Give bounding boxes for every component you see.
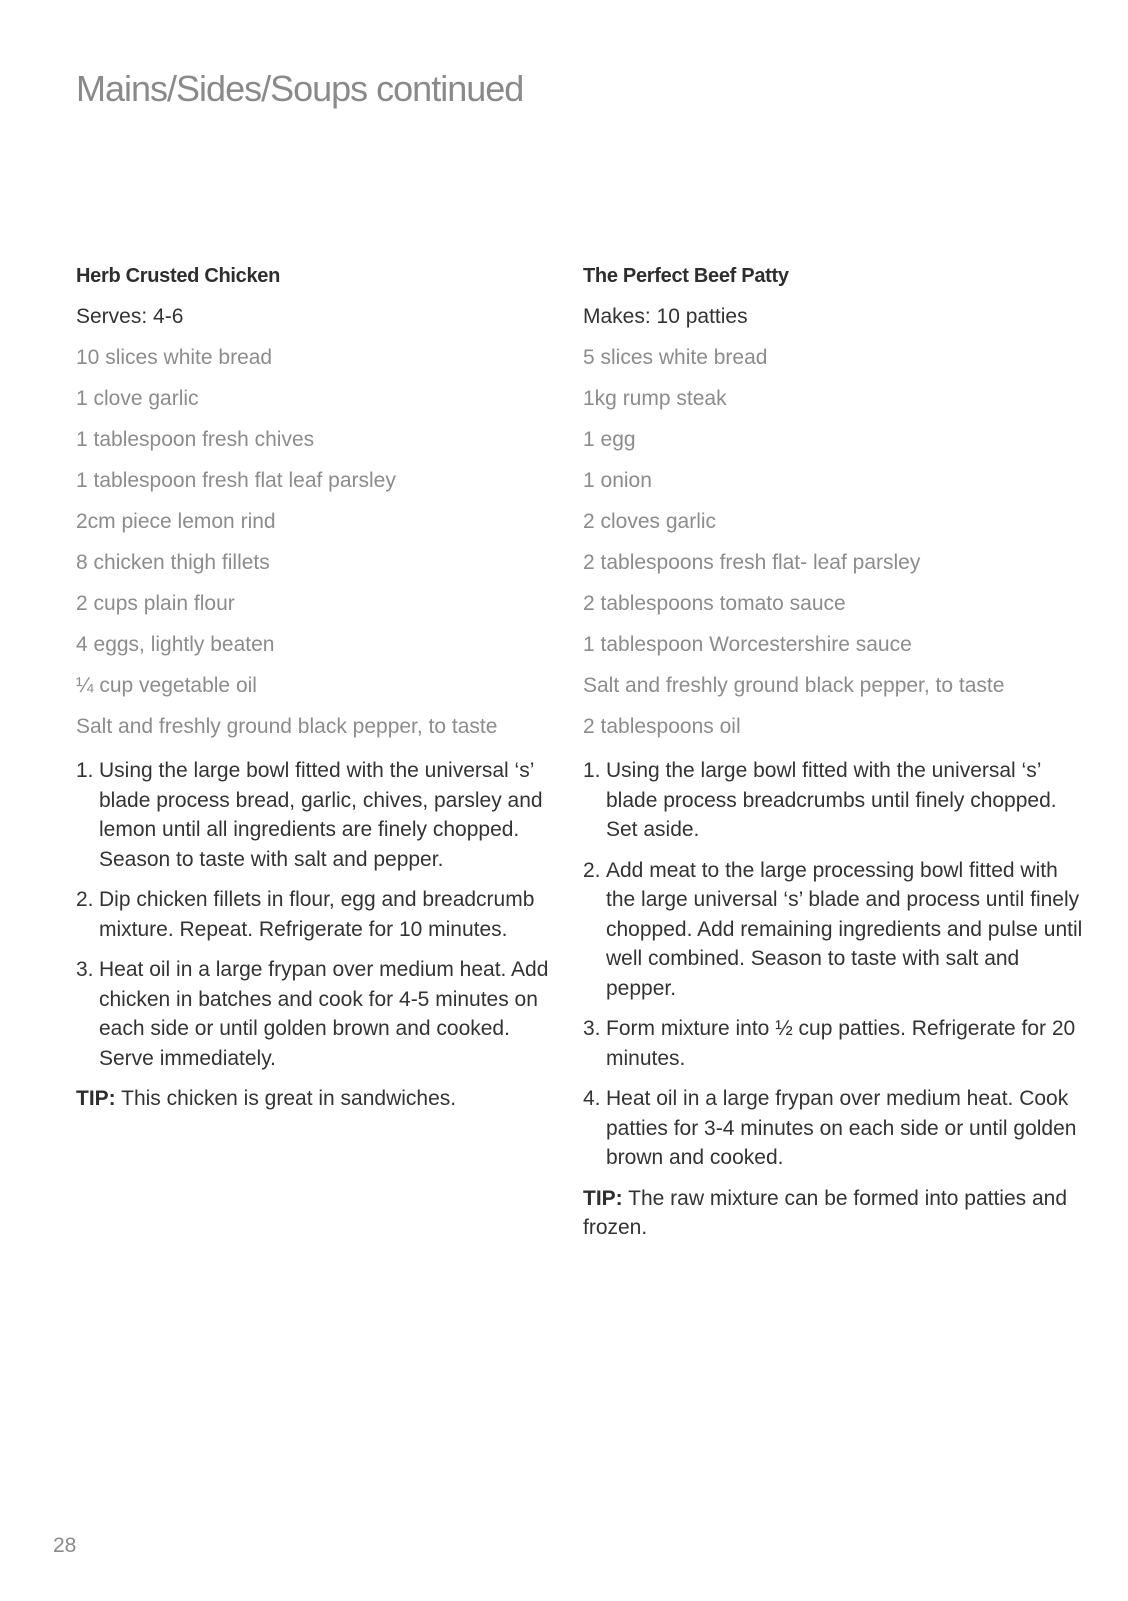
recipe-title: Herb Crusted Chicken — [76, 265, 281, 287]
ingredient-item: 2cm piece lemon rind — [76, 510, 276, 533]
step-number: 4. — [583, 1087, 601, 1110]
recipe-perfect-beef-patty — [583, 256, 1083, 1243]
recipe-yield: Serves: 4-6 — [76, 305, 184, 328]
step-text: Heat oil in a large frypan over medium heat. Add chicken in batches and cook for 4-5 minutes on each side or until golden brown and cooked. Serve immediately. — [99, 958, 549, 1070]
method-step — [583, 1014, 1083, 1073]
method-step — [583, 856, 1083, 1004]
method-step — [583, 756, 1083, 845]
recipe-yield: Makes: 10 patties — [583, 305, 748, 328]
tip-label: TIP: — [583, 1186, 623, 1210]
method-step — [583, 1084, 1083, 1173]
step-text: Add meat to the large processing bowl fitted with the large universal ‘s’ blade and process until finely chopped. Add remaining ingredients and pulse until well combined. Season to taste with salt and pepper. — [606, 858, 1083, 1000]
step-text: Dip chicken fillets in flour, egg and breadcrumb mixture. Repeat. Refrigerate for 10 minutes. — [99, 888, 535, 941]
ingredient-item: 2 tablespoons tomato sauce — [583, 592, 846, 615]
ingredient-item: 1 egg — [583, 428, 636, 451]
ingredient-item: 2 cloves garlic — [583, 510, 717, 533]
step-text: Form mixture into ½ cup patties. Refrigerate for 20 minutes. — [606, 1017, 1076, 1070]
recipe-title: The Perfect Beef Patty — [583, 265, 789, 287]
ingredient-item: Salt and freshly ground black pepper, to taste — [76, 715, 498, 738]
recipe-tip — [76, 1084, 562, 1114]
ingredient-item: 10 slices white bread — [76, 346, 273, 369]
ingredient-item: 1 clove garlic — [76, 387, 199, 410]
step-text: Using the large bowl fitted with the universal ‘s’ blade process bread, garlic, chives, parsley and lemon until all ingredients are finely chopped. Season to taste with salt and pepper. — [99, 759, 543, 871]
tip-text: The raw mixture can be formed into patties and frozen. — [583, 1186, 1068, 1239]
recipe-tip — [583, 1184, 1083, 1243]
step-text: Heat oil in a large frypan over medium heat. Cook patties for 3-4 minutes on each side or until golden brown and cooked. — [606, 1087, 1077, 1169]
ingredient-item: 8 chicken thigh fillets — [76, 551, 270, 574]
recipe-herb-crusted-chicken — [76, 256, 562, 1114]
ingredient-item: Salt and freshly ground black pepper, to taste — [583, 674, 1005, 697]
step-text: Using the large bowl fitted with the universal ‘s’ blade process breadcrumbs until finely chopped. Set aside. — [606, 759, 1057, 841]
tip-text: This chicken is great in sandwiches. — [115, 1087, 457, 1110]
step-number: 2. — [76, 888, 94, 911]
ingredient-list — [76, 337, 562, 747]
ingredient-item: 1 onion — [583, 469, 652, 492]
method-step — [76, 885, 562, 944]
step-number: 1. — [76, 759, 94, 782]
step-number: 2. — [583, 858, 601, 882]
method-step — [76, 955, 562, 1073]
ingredient-item: 1kg rump steak — [583, 387, 727, 410]
ingredient-item: 2 tablespoons oil — [583, 715, 741, 738]
step-number: 1. — [583, 759, 601, 782]
ingredient-item: 1 tablespoon fresh chives — [76, 428, 315, 451]
step-number: 3. — [76, 958, 94, 981]
ingredient-item: 2 cups plain flour — [76, 592, 235, 615]
ingredient-item: 5 slices white bread — [583, 346, 768, 369]
tip-label: TIP: — [76, 1087, 116, 1110]
ingredient-item: 4 eggs, lightly beaten — [76, 633, 275, 656]
step-number: 3. — [583, 1017, 601, 1040]
ingredient-item: ¼ cup vegetable oil — [76, 674, 257, 697]
method-steps — [583, 747, 1083, 1173]
page-number: 28 — [53, 1534, 77, 1557]
page-title: Mains/Sides/Soups continued — [76, 68, 524, 109]
ingredient-item: 2 tablespoons fresh flat- leaf parsley — [583, 551, 921, 574]
ingredient-item: 1 tablespoon Worcestershire sauce — [583, 633, 912, 656]
ingredient-item: 1 tablespoon fresh flat leaf parsley — [76, 469, 396, 492]
method-step — [76, 756, 562, 874]
ingredient-list — [583, 337, 1083, 747]
method-steps — [76, 747, 562, 1073]
